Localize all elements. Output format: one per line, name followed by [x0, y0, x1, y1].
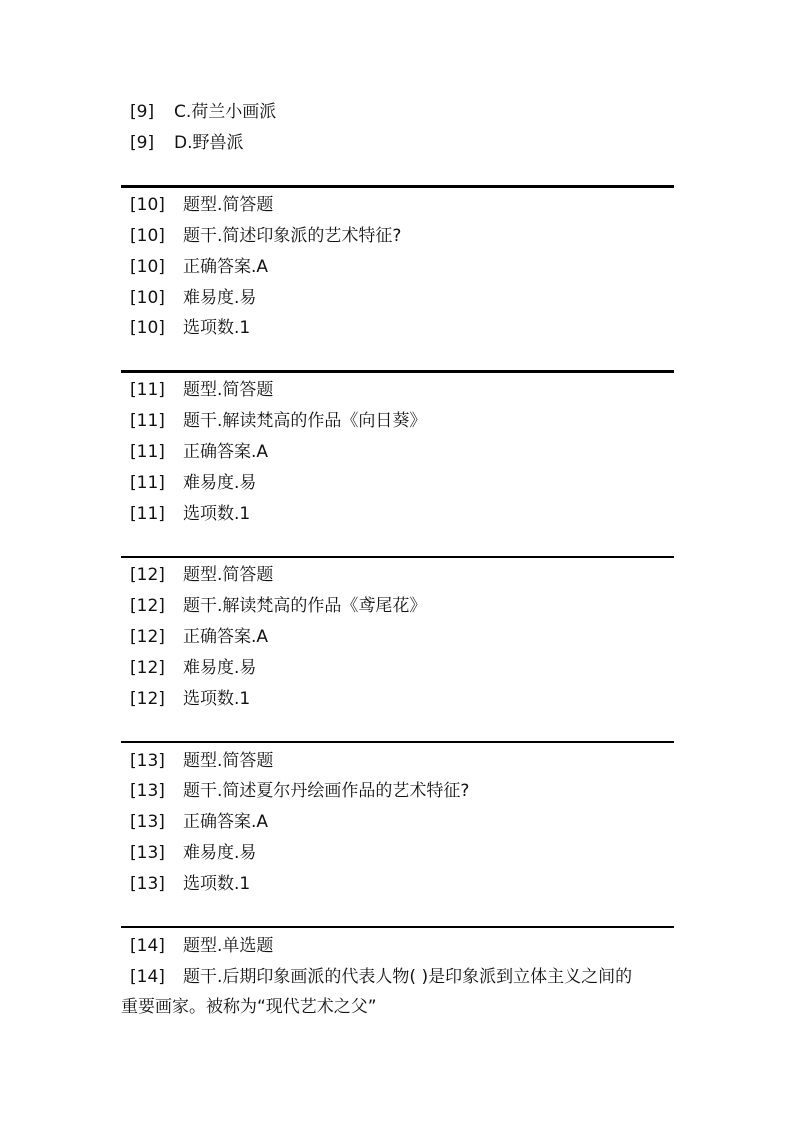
question-number: [12] — [130, 596, 165, 616]
question-number: [10] — [130, 288, 165, 308]
q12-options — [130, 688, 250, 710]
type-text: 题型.简答题 — [183, 751, 274, 771]
q10-stem — [130, 225, 401, 247]
q11-stem — [130, 410, 426, 432]
divider — [121, 185, 674, 188]
divider — [121, 370, 674, 373]
q14-type — [130, 935, 273, 957]
stem-text: 题干.简述夏尔丹绘画作品的艺术特征? — [183, 781, 470, 801]
options-text: 选项数.1 — [183, 874, 251, 894]
option-text: C.荷兰小画派 — [174, 102, 277, 122]
q10-answer — [130, 256, 268, 278]
question-number: [9] — [130, 133, 155, 153]
q14-stem-continuation: 重要画家。被称为“现代艺术之父” — [121, 997, 377, 1017]
question-number: [13] — [130, 812, 165, 832]
question-number: [10] — [130, 195, 165, 215]
divider — [121, 926, 674, 928]
q11-type — [130, 379, 273, 401]
type-text: 题型.单选题 — [183, 936, 274, 956]
options-text: 选项数.1 — [183, 689, 251, 709]
question-number: [12] — [130, 658, 165, 678]
q10-difficulty — [130, 287, 256, 309]
question-number: [14] — [130, 936, 165, 956]
answer-text: 正确答案.A — [183, 812, 269, 832]
q13-stem — [130, 780, 469, 802]
question-number: [11] — [130, 380, 165, 400]
stem-text: 题干.后期印象画派的代表人物( )是印象派到立体主义之间的 — [183, 967, 633, 987]
divider — [121, 556, 674, 558]
stem-text: 题干.简述印象派的艺术特征? — [183, 226, 402, 246]
q10-type — [130, 194, 273, 216]
q9-option-c — [130, 101, 276, 123]
option-text: D.野兽派 — [174, 133, 244, 153]
q12-answer — [130, 626, 268, 648]
q13-answer — [130, 811, 268, 833]
options-text: 选项数.1 — [183, 318, 251, 338]
question-number: [13] — [130, 751, 165, 771]
question-number: [10] — [130, 257, 165, 277]
question-number: [12] — [130, 627, 165, 647]
type-text: 题型.简答题 — [183, 195, 274, 215]
difficulty-text: 难易度.易 — [183, 288, 257, 308]
q14-stem — [130, 966, 632, 988]
answer-text: 正确答案.A — [183, 257, 269, 277]
difficulty-text: 难易度.易 — [183, 843, 257, 863]
question-number: [14] — [130, 967, 165, 987]
answer-text: 正确答案.A — [183, 442, 269, 462]
question-number: [13] — [130, 874, 165, 894]
question-number: [12] — [130, 689, 165, 709]
q13-type — [130, 750, 273, 772]
question-number: [10] — [130, 318, 165, 338]
q11-answer — [130, 441, 268, 463]
question-number: [9] — [130, 102, 155, 122]
stem-text: 题干.解读梵高的作品《向日葵》 — [183, 411, 427, 431]
question-number: [11] — [130, 504, 165, 524]
q12-difficulty — [130, 657, 256, 679]
question-number: [12] — [130, 565, 165, 585]
type-text: 题型.简答题 — [183, 565, 274, 585]
stem-text: 题干.解读梵高的作品《鸢尾花》 — [183, 596, 427, 616]
type-text: 题型.简答题 — [183, 380, 274, 400]
q13-difficulty — [130, 842, 256, 864]
question-number: [10] — [130, 226, 165, 246]
q11-options — [130, 503, 250, 525]
q12-stem — [130, 595, 426, 617]
answer-text: 正确答案.A — [183, 627, 269, 647]
question-number: [11] — [130, 473, 165, 493]
divider — [121, 741, 674, 743]
q11-difficulty — [130, 472, 256, 494]
difficulty-text: 难易度.易 — [183, 473, 257, 493]
q10-options — [130, 317, 250, 339]
difficulty-text: 难易度.易 — [183, 658, 257, 678]
q12-type — [130, 564, 273, 586]
q13-options — [130, 873, 250, 895]
q9-option-d — [130, 132, 244, 154]
question-number: [11] — [130, 411, 165, 431]
question-number: [13] — [130, 781, 165, 801]
options-text: 选项数.1 — [183, 504, 251, 524]
question-number: [11] — [130, 442, 165, 462]
question-number: [13] — [130, 843, 165, 863]
